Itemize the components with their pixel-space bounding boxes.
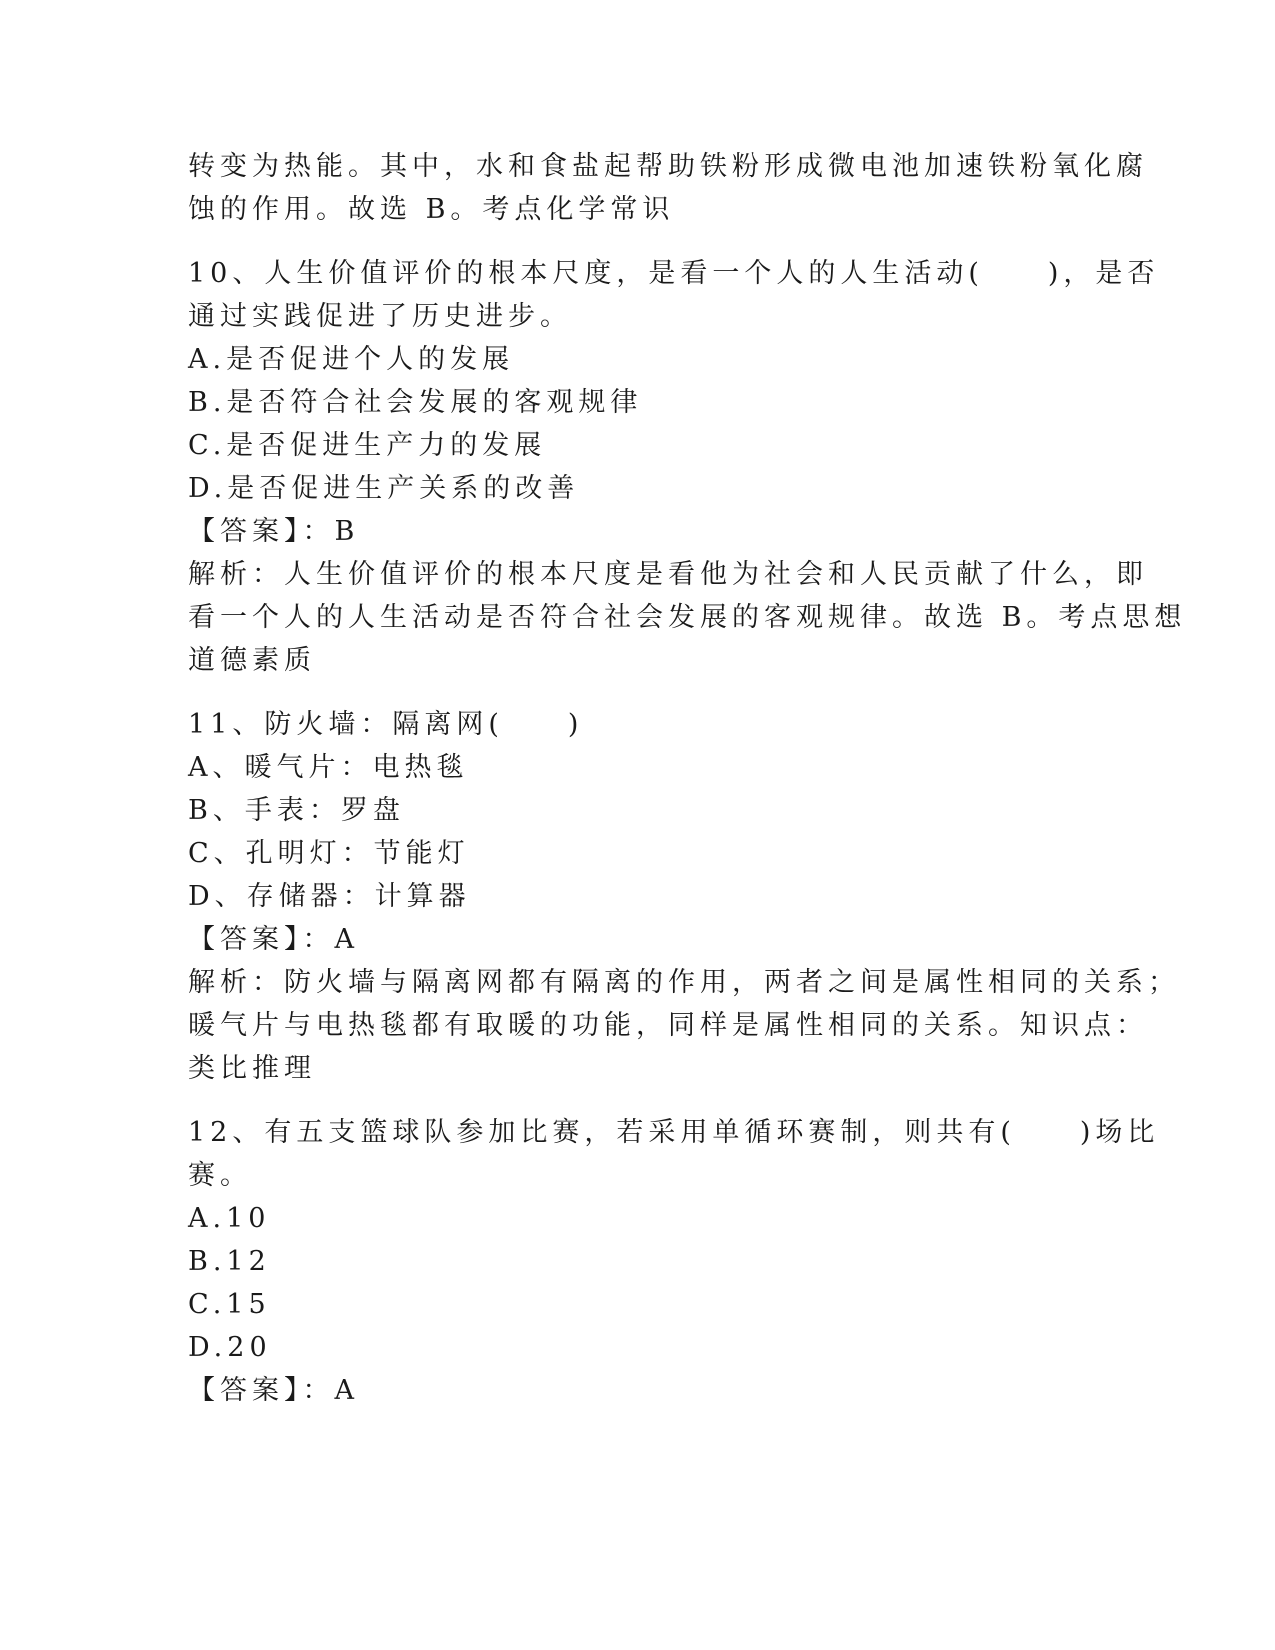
explanation-line: 解析：防火墙与隔离网都有隔离的作用，两者之间是属性相同的关系； (188, 967, 1180, 998)
answer: 【答案】：A (188, 1375, 359, 1406)
question-stem: 11、防火墙：隔离网( ) (188, 709, 584, 740)
option-b: B.12 (188, 1246, 271, 1277)
option-c: C.是否促进生产力的发展 (188, 430, 547, 461)
continuation-paragraph (188, 145, 1148, 231)
question-11 (188, 703, 1180, 1090)
question-stem: 通过实践促进了历史进步。 (188, 301, 572, 332)
explanation-line: 类比推理 (188, 1053, 316, 1084)
answer: 【答案】：B (188, 516, 360, 547)
option-a: A、暖气片：电热毯 (188, 752, 469, 783)
text-line: 蚀的作用。故选 B。考点化学常识 (188, 194, 675, 225)
text-line: 转变为热能。其中，水和食盐起帮助铁粉形成微电池加速铁粉氧化腐 (188, 151, 1148, 182)
explanation-line: 暖气片与电热毯都有取暖的功能，同样是属性相同的关系。知识点： (188, 1010, 1148, 1041)
question-stem: 10、人生价值评价的根本尺度，是看一个人的人生活动( )，是否 (188, 258, 1160, 289)
option-b: B.是否符合社会发展的客观规律 (188, 387, 643, 418)
option-d: D.20 (188, 1332, 272, 1363)
question-10 (188, 252, 1187, 682)
question-stem: 赛。 (188, 1160, 252, 1191)
answer: 【答案】：A (188, 924, 359, 955)
explanation-line: 道德素质 (188, 645, 316, 676)
option-c: C.15 (188, 1289, 271, 1320)
option-d: D、存储器：计算器 (188, 881, 471, 912)
question-12 (188, 1111, 1160, 1412)
explanation-line: 看一个人的人生活动是否符合社会发展的客观规律。故选 B。考点思想 (188, 602, 1187, 633)
option-a: A.10 (188, 1203, 271, 1234)
option-c: C、孔明灯：节能灯 (188, 838, 470, 869)
option-b: B、手表：罗盘 (188, 795, 405, 826)
question-stem: 12、有五支篮球队参加比赛，若采用单循环赛制，则共有( )场比 (188, 1117, 1160, 1148)
option-a: A.是否促进个人的发展 (188, 344, 515, 375)
explanation-line: 解析：人生价值评价的根本尺度是看他为社会和人民贡献了什么，即 (188, 559, 1148, 590)
document-page (188, 145, 1187, 1412)
option-d: D.是否促进生产关系的改善 (188, 473, 580, 504)
